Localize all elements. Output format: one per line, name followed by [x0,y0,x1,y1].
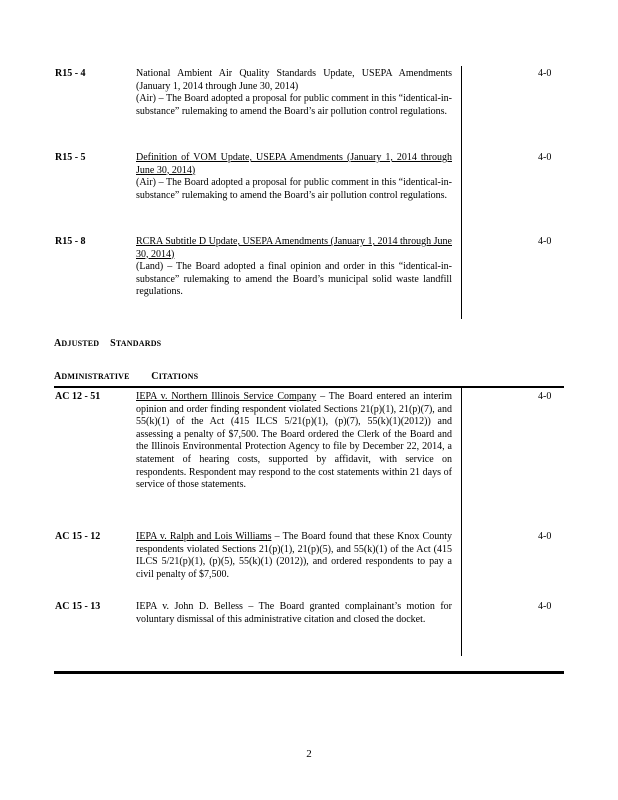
rule-body: (Air) – The Board adopted a proposal for public comment in this “identical-in-substance” rulemaking to amend the Board’s air pollution control regulations. [136,177,452,201]
section-rule-top [54,386,564,388]
column-divider-top [461,66,462,319]
citation-title: IEPA v. Ralph and Lois Williams [136,531,272,542]
vote-count: 4-0 [538,391,552,402]
rule-number: R15 - 4 [55,68,86,79]
page-number: 2 [306,748,312,760]
rule-description [136,68,452,118]
section-heading-adjusted-standards: ADJUSTED STANDARDS [54,338,162,349]
rule-body: (Land) – The Board adopted a final opinion and order in this “identical-in-substance” rulemaking to amend the Board’s municipal solid waste landfill regulations. [136,261,452,298]
section-heading-administrative-citations: ADMINISTRATIVE CITATIONS [54,371,199,382]
section-rule-bottom [54,671,564,674]
rule-body: (Air) – The Board adopted a proposal for public comment in this “identical-in-substance” rulemaking to amend the Board’s air pollution control regulations. [136,93,452,117]
rule-description [136,152,452,202]
rule-title: RCRA Subtitle D Update, USEPA Amendments (January 1, 2014 through June 30, 2014) [136,236,452,260]
vote-count: 4-0 [538,152,552,163]
citation-number: AC 15 - 13 [55,601,101,612]
citation-title: IEPA v. John D. Belless [136,601,243,612]
citation-description [136,531,452,581]
rule-title: National Ambient Air Quality Standards Update, USEPA Amendments (January 1, 2014 through June 30, 2014) [136,68,452,92]
vote-count: 4-0 [538,601,552,612]
citation-description [136,601,452,626]
rule-description [136,236,452,299]
citation-body: – The Board entered an interim opinion and order finding respondent violated Sections 21(p)(1), 21(p)(7), and 55(k)(1) of the Act (415 ILCS 5/21(p)(1), (p)(7), 55(k)(1)(2012)) and assessing a penalty of $7,500. The Board ordered the Clerk of the Board and the Illinois Environmental Protection Agency to file by December 22, 2014, a statement of hearing costs, supported by affidavit, with service on respondents. Respondent may respond to the cost statements within 21 days of service of those statements. [136,391,452,491]
rule-number: R15 - 5 [55,152,86,163]
citation-body: – The Board found that these Knox County respondents violated Sections 21(p)(1), 21(p)(5), and 55(k)(1) of the Act (415 ILCS 5/21(p)(1), (p)(5), 55(k)(1) (2012)), and ordered respondents to pay a civil penalty of $7,500. [136,531,452,580]
citation-body: – The Board granted complainant’s motion for voluntary dismissal of this administrative citation and closed the docket. [136,601,452,625]
column-divider-citations [461,388,462,656]
citation-description [136,391,452,492]
citation-number: AC 12 - 51 [55,391,101,402]
vote-count: 4-0 [538,236,552,247]
rule-number: R15 - 8 [55,236,86,247]
vote-count: 4-0 [538,531,552,542]
rule-title: Definition of VOM Update, USEPA Amendments (January 1, 2014 through June 30, 2014) [136,152,452,176]
citation-title: IEPA v. Northern Illinois Service Company [136,391,317,402]
vote-count: 4-0 [538,68,552,79]
citation-number: AC 15 - 12 [55,531,101,542]
